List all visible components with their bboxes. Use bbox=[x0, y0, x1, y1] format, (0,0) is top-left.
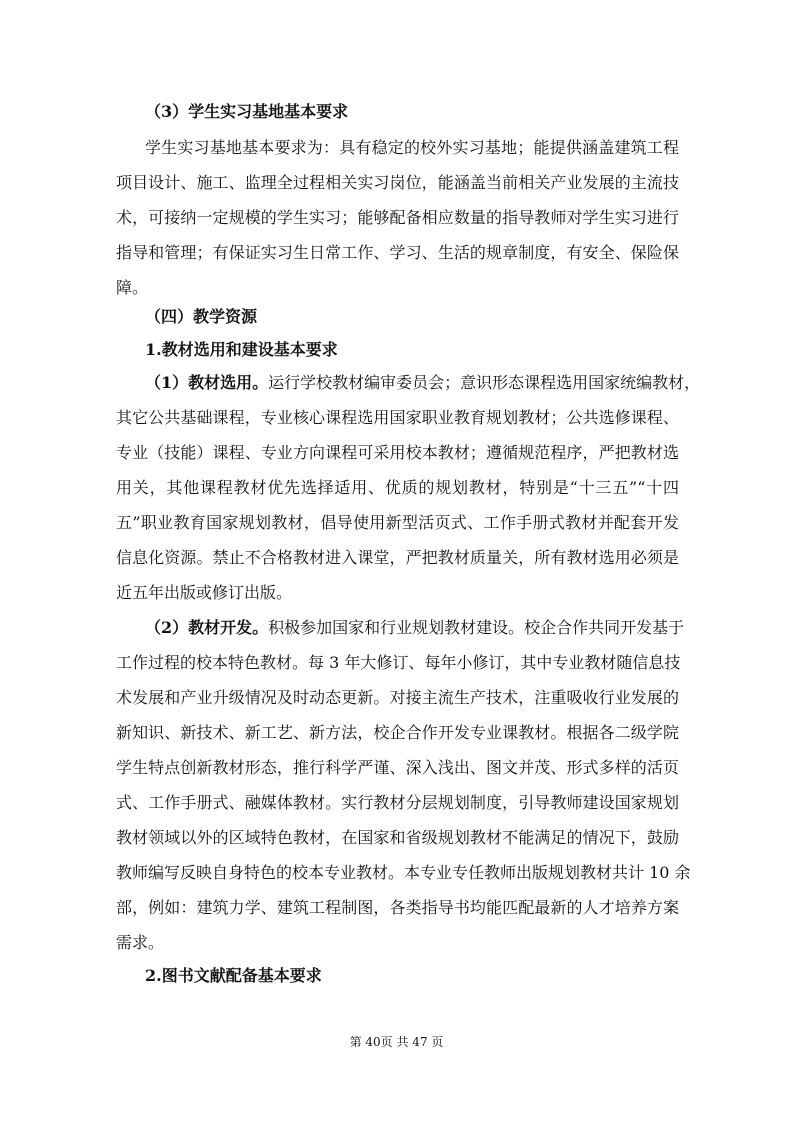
paragraph-line: 用关，其他课程教材优先选择适用、优质的规划教材，特别是“十三五”“十四 bbox=[116, 478, 679, 497]
paragraph-line: 其它公共基础课程，专业核心课程选用国家职业教育规划教材；公共选修课程、 bbox=[116, 408, 679, 427]
paragraph-line: 新知识、新技术、新工艺、新方法，校企合作开发专业课教材。根据各二级学院 bbox=[116, 723, 679, 742]
paragraph-line: 部，例如：建筑力学、建筑工程制图，各类指导书均能匹配最新的人才培养方案 bbox=[116, 898, 679, 917]
paragraph-line: 近五年出版或修订出版。 bbox=[116, 583, 293, 602]
lead-textbook-development: （2）教材开发。 bbox=[145, 618, 269, 637]
paragraph-text: 运行学校教材编审委员会；意识形态课程选用国家统编教材， bbox=[268, 373, 701, 392]
heading-teaching-resources: （四）教学资源 bbox=[145, 307, 258, 326]
paragraph-line bbox=[145, 373, 701, 393]
paragraph-line: 项目设计、施工、监理全过程相关实习岗位，能涵盖当前相关产业发展的主流技 bbox=[116, 173, 679, 192]
paragraph-line: 需求。 bbox=[116, 933, 165, 952]
heading-textbook-selection: 1.教材选用和建设基本要求 bbox=[145, 340, 338, 359]
paragraph-line: 式、工作手册式、融媒体教材。实行教材分层规划制度，引导教师建设国家规划 bbox=[116, 793, 679, 812]
paragraph-line: 指导和管理；有保证实习生日常工作、学习、生活的规章制度，有安全、保险保 bbox=[116, 243, 679, 262]
paragraph-line: 学生特点创新教材形态，推行科学严谨、深入浅出、图文并茂、形式多样的活页 bbox=[116, 758, 679, 777]
paragraph-line: 教师编写反映自身特色的校本专业教材。本专业专任教师出版规划教材共计 10 余 bbox=[116, 863, 691, 882]
heading-intern-base: （3）学生实习基地基本要求 bbox=[145, 102, 349, 121]
paragraph-text: 积极参加国家和行业规划教材建设。校企合作共同开发基于 bbox=[268, 618, 685, 637]
paragraph-line: 专业（技能）课程、专业方向课程可采用校本教材；遵循规范程序，严把教材选 bbox=[116, 443, 679, 462]
paragraph-line: 五”职业教育国家规划教材，倡导使用新型活页式、工作手册式教材并配套开发 bbox=[116, 513, 679, 532]
paragraph-line: 信息化资源。禁止不合格教材进入课堂，严把教材质量关，所有教材选用必须是 bbox=[116, 548, 679, 567]
lead-textbook-selection: （1）教材选用。 bbox=[145, 373, 269, 392]
paragraph-line: 术，可接纳一定规模的学生实习；能够配备相应数量的指导教师对学生实习进行 bbox=[116, 208, 679, 227]
paragraph-line: 工作过程的校本特色教材。每 3 年大修订、每年小修订，其中专业教材随信息技 bbox=[116, 653, 681, 672]
paragraph-line: 教材领域以外的区域特色教材，在国家和省级规划教材不能满足的情况下，鼓励 bbox=[116, 828, 679, 847]
heading-library-resources: 2.图书文献配备基本要求 bbox=[145, 966, 322, 985]
paragraph-line: 学生实习基地基本要求为：具有稳定的校外实习基地；能提供涵盖建筑工程 bbox=[145, 138, 679, 157]
paragraph-line: 障。 bbox=[116, 278, 149, 297]
page-number-footer: 第 40页 共 47 页 bbox=[349, 1035, 444, 1049]
paragraph-line bbox=[145, 618, 685, 638]
paragraph-line: 术发展和产业升级情况及时动态更新。对接主流生产技术，注重吸收行业发展的 bbox=[116, 688, 679, 707]
